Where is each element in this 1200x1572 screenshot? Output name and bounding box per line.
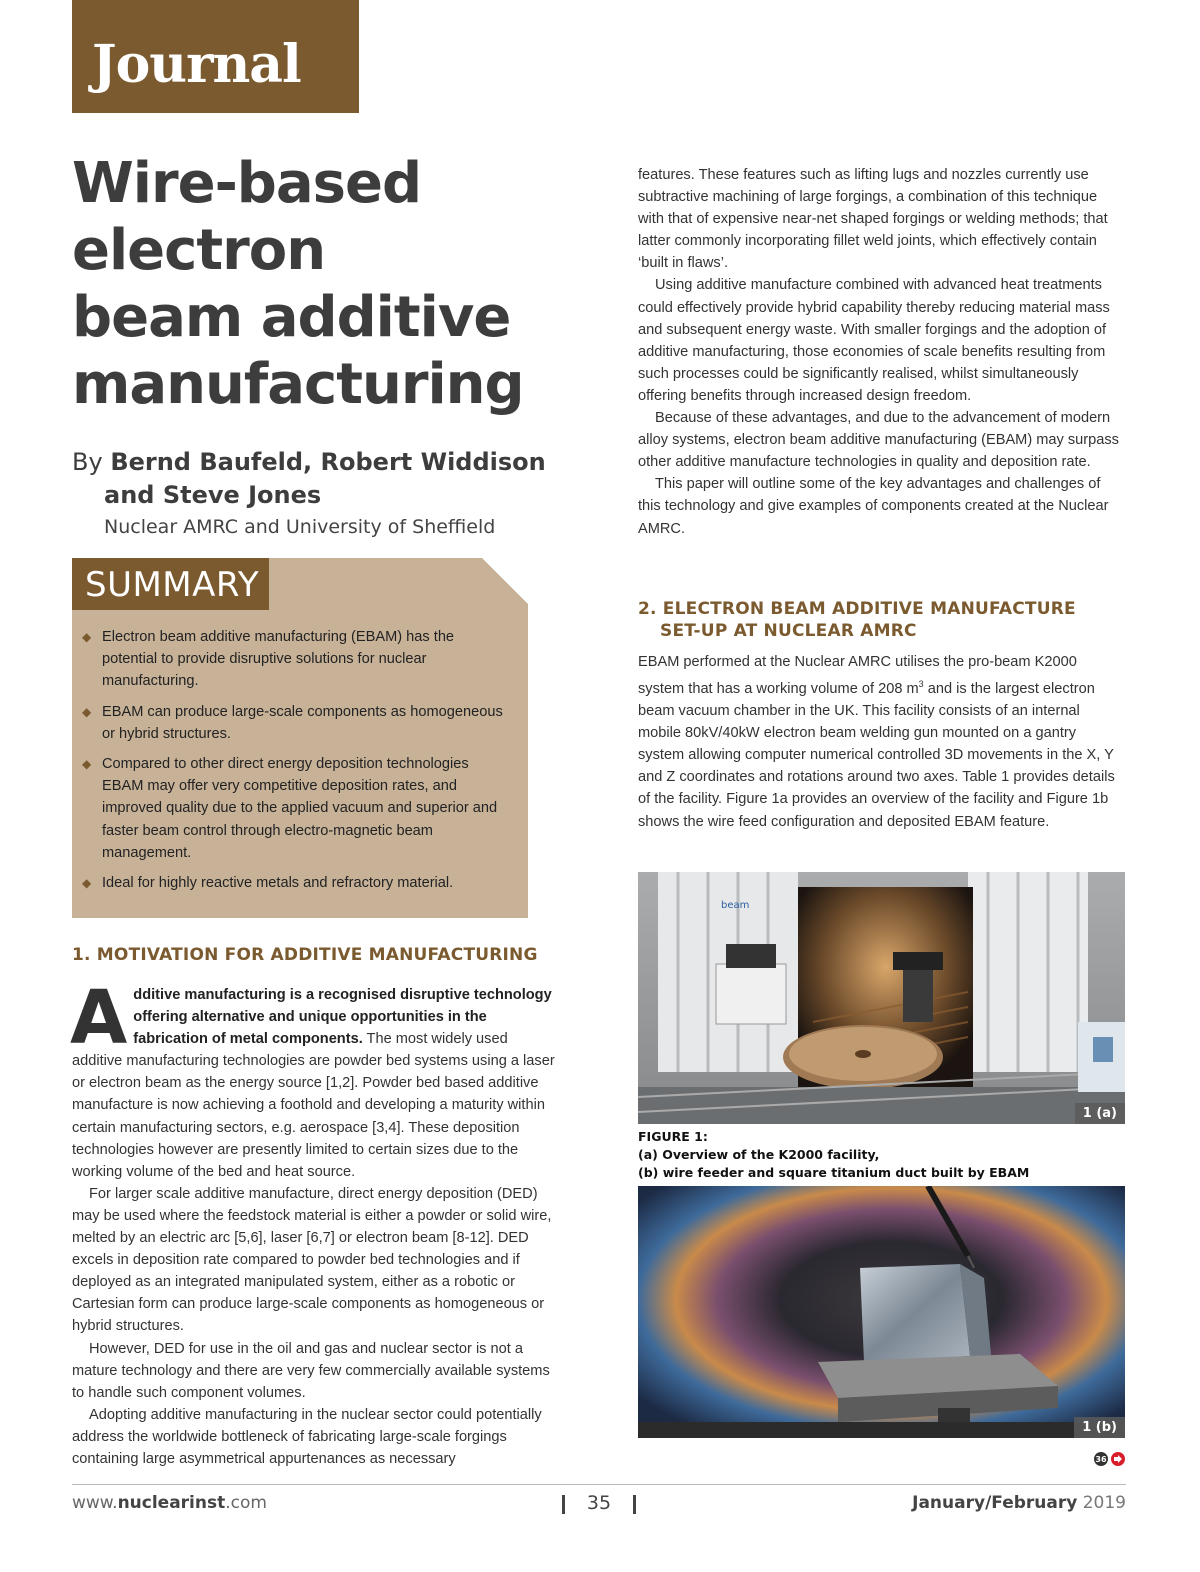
- footer-website[interactable]: [72, 1493, 267, 1513]
- title-line: Wire-based: [72, 151, 422, 216]
- summary-heading: [72, 558, 269, 610]
- lead-text: dditive manufacturing is a recognised disruptive technology offering alternative and unique opportunities in the fabrication of metal components.: [133, 987, 552, 1048]
- issue-year: 2019: [1082, 1493, 1126, 1513]
- summary-item: [82, 626, 512, 693]
- figure-caption-a: (a) Overview of the K2000 facility,: [638, 1147, 880, 1162]
- page-number: 35: [586, 1492, 612, 1514]
- figure-caption-b: (b) wire feeder and square titanium duct built by EBAM: [638, 1165, 1030, 1180]
- byline-prefix: By: [72, 448, 103, 476]
- summary-item-text: EBAM can produce large-scale components as homogeneous or hybrid structures.: [102, 703, 503, 742]
- continued-on-page-marker[interactable]: [1094, 1452, 1126, 1466]
- titanium-duct-illustration: [638, 1186, 1125, 1438]
- footer-url-suffix: .com: [225, 1493, 267, 1513]
- paragraph: [70, 975, 562, 1183]
- paragraph: However, DED for use in the oil and gas and nuclear sector is not a mature technology and there are very few commercially available systems to handle such component volumes.: [72, 1340, 550, 1401]
- diamond-bullet-icon: ◆: [82, 704, 92, 719]
- figure-1b-image: [638, 1186, 1125, 1438]
- continue-page-number: 36: [1095, 1455, 1107, 1464]
- footer-divider: [72, 1484, 1126, 1485]
- affiliation: Nuclear AMRC and University of Sheffield: [104, 516, 496, 538]
- summary-item: [82, 872, 512, 894]
- left-column-body: [70, 975, 562, 1470]
- title-line: manufacturing: [72, 352, 524, 417]
- paragraph: features. These features such as lifting lugs and nozzles currently use subtractive machining of large forgings, a combination of this technique with that of expensive near-net shaped forgings or welding methods; that latter commonly incorporating fillet weld joints, which effectively contain ‘built in flaws’.: [638, 167, 1108, 272]
- figure-caption: [638, 1128, 1128, 1182]
- journal-section-tab: [72, 0, 359, 113]
- issue-month: January/February: [912, 1493, 1078, 1513]
- diamond-bullet-icon: ◆: [82, 757, 92, 772]
- figure-1a-label: 1 (a): [1075, 1103, 1125, 1124]
- footer-url-prefix: www.: [72, 1493, 118, 1513]
- issue-date: [912, 1493, 1126, 1513]
- right-column-body: [638, 164, 1126, 540]
- k2000-facility-illustration: [638, 872, 1125, 1124]
- diamond-bullet-icon: ◆: [82, 876, 92, 891]
- figure-caption-title: FIGURE 1:: [638, 1129, 708, 1144]
- summary-list: [82, 626, 512, 902]
- byline: [72, 446, 592, 512]
- title-line: electron: [72, 218, 326, 283]
- article-title: [72, 150, 572, 418]
- paragraph-text: EBAM performed at the Nuclear AMRC utilises the pro-beam K2000 system that has a working volume of 208 m: [638, 654, 1077, 697]
- paragraph: For larger scale additive manufacture, direct energy deposition (DED) may be used where the feedstock material is either a powder or solid wire, melted by an electric arc [5,6], laser [6,7] or electron beam [8-12]. DED excels in deposition rate compared to powder bed technologies and if deployed as an integrated manipulated system, either as a robotic or Cartesian form can produce large-scale components as homogeneous or hybrid structures.: [72, 1185, 552, 1335]
- summary-item-text: Compared to other direct energy deposition technologies EBAM may offer very competitive deposition rates, and improved quality due to the applied vacuum and superior and faster beam control through electro-magnetic beam management.: [102, 756, 498, 861]
- section-2-heading: [638, 598, 1128, 642]
- footer-url-domain: nuclearinst: [117, 1493, 226, 1513]
- summary-item-text: Electron beam additive manufacturing (EBAM) has the potential to provide disruptive solutions for nuclear manufacturing.: [102, 629, 455, 690]
- paragraph-text: and is the largest electron beam vacuum chamber in the UK. This facility consists of an internal mobile 80kV/40kW electron beam welding gun mounted on a gantry system allowing computer numerical controlled 3D movements in the X, Y and Z coordinates and rotations around two axes. Table 1 provides details of the facility. Figure 1a provides an overview of the facility and Figure 1b shows the wire feed configuration and deposited EBAM feature.: [638, 680, 1115, 830]
- summary-item: [82, 753, 512, 864]
- section-2-heading-line-2: SET-UP AT NUCLEAR AMRC: [660, 621, 917, 641]
- figure-1b-label: 1 (b): [1074, 1417, 1125, 1438]
- paragraph: [638, 651, 1126, 833]
- authors-line-2: and Steve Jones: [104, 481, 322, 509]
- journal-label: Journal: [92, 34, 301, 95]
- section-2-heading-line-1: 2. ELECTRON BEAM ADDITIVE MANUFACTURE: [638, 599, 1076, 619]
- machine-brand-text: beam: [721, 900, 750, 911]
- paragraph: Adopting additive manufacturing in the nuclear sector could potentially address the worldwide bottleneck of fabricating large-scale forgings containing large asymmetrical appurtenances as necessary: [72, 1406, 542, 1467]
- footer-pipe: [633, 1495, 636, 1514]
- continue-arrow-icon: [1094, 1452, 1126, 1466]
- drop-cap: A: [70, 975, 128, 1061]
- authors-line-1: Bernd Baufeld, Robert Widdison: [110, 448, 546, 476]
- paragraph: Using additive manufacture combined with advanced heat treatments could effectively provide hybrid capability thereby reducing material mass and subsequent energy waste. With smaller forgings and the adoption of additive manufacturing, those economies of scale benefits resulting from such processes could be significantly realised, whilst simultaneously offering benefits through increased design freedom.: [638, 277, 1110, 404]
- title-line: beam additive: [72, 285, 511, 350]
- section-1-heading: 1. MOTIVATION FOR ADDITIVE MANUFACTURING: [72, 945, 538, 965]
- summary-heading-text: SUMMARY: [85, 565, 260, 605]
- diamond-bullet-icon: ◆: [82, 630, 92, 644]
- section-2-body: [638, 651, 1126, 833]
- superscript: 3: [918, 679, 924, 690]
- figure-1a-image: [638, 872, 1125, 1124]
- paragraph-text: The most widely used additive manufacturing technologies are powder bed systems using a laser or electron beam as the energy source [1,2]. Powder bed based additive manufacture is now achieving a foothold and developing a maturity within certain manufacturing sectors, e.g. aerospace [3,4]. These deposition technologies however are presently limited to certain sizes due to the working volume of the bed and heat source.: [72, 1031, 555, 1180]
- summary-item-text: Ideal for highly reactive metals and refractory material.: [102, 875, 454, 892]
- paragraph: Because of these advantages, and due to the advancement of modern alloy systems, electron beam additive manufacturing (EBAM) may surpass other additive manufacture technologies in quality and deposition rate.: [638, 410, 1119, 471]
- summary-item: [82, 701, 512, 745]
- paragraph: This paper will outline some of the key advantages and challenges of this technology and give examples of components created at the Nuclear AMRC.: [638, 476, 1109, 537]
